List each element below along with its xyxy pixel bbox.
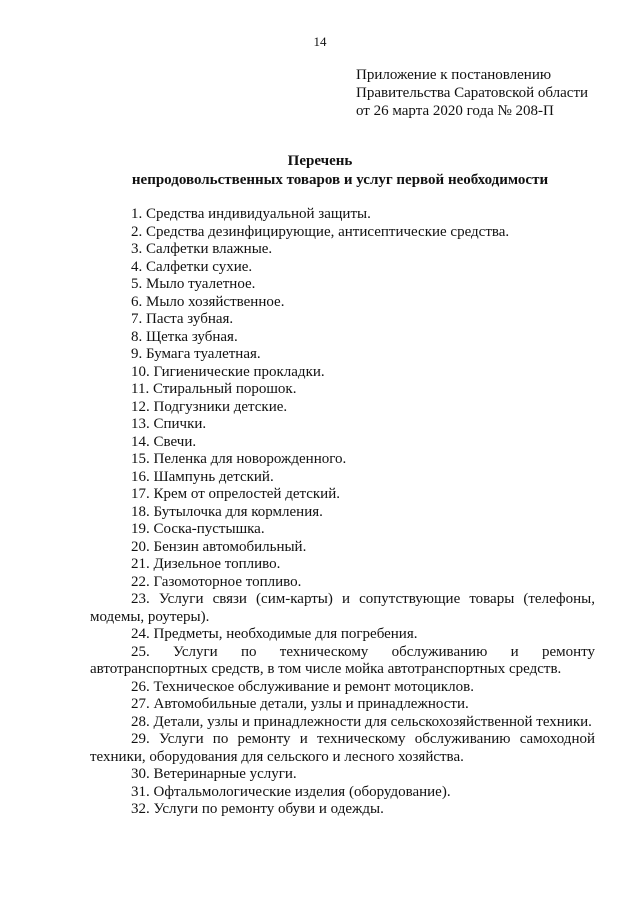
list-item: 15. Пеленка для новорожденного. bbox=[131, 451, 347, 467]
page-number: 14 bbox=[313, 34, 327, 49]
list-item: 12. Подгузники детские. bbox=[131, 398, 288, 415]
list-item: 17. Крем от опрелостей детский. bbox=[131, 486, 340, 502]
list-item: 24. Предметы, необходимые для погребения. bbox=[131, 626, 418, 642]
title-line-1: Перечень bbox=[287, 153, 353, 169]
appendix-line-1: Приложение к постановлению bbox=[356, 67, 552, 83]
list-item: 7. Паста зубная. bbox=[131, 311, 234, 327]
list-item: 28. Детали, узлы и принадлежности для сельскохозяйственной техники. bbox=[131, 713, 592, 730]
list-item: 20. Бензин автомобильный. bbox=[131, 538, 307, 555]
list-item: 5. Мыло туалетное. bbox=[131, 276, 256, 292]
appendix-header bbox=[356, 66, 588, 120]
appendix-line-3: от 26 марта 2020 года № 208-П bbox=[356, 103, 554, 119]
list-item: 21. Дизельное топливо. bbox=[131, 556, 281, 572]
list-item: 11. Стиральный порошок. bbox=[131, 381, 297, 397]
list-item: 6. Мыло хозяйственное. bbox=[131, 293, 285, 310]
list-item: 3. Салфетки влажные. bbox=[131, 241, 273, 257]
list-item: 2. Средства дезинфицирующие, антисептические средства. bbox=[131, 223, 510, 240]
list-item: 1. Средства индивидуальной защиты. bbox=[131, 206, 371, 222]
document-title bbox=[0, 152, 640, 190]
goods-services-list bbox=[90, 206, 595, 819]
list-item: 16. Шампунь детский. bbox=[131, 468, 274, 485]
list-item: 27. Автомобильные детали, узлы и принадлежности. bbox=[131, 696, 469, 712]
list-item: 22. Газомоторное топливо. bbox=[131, 573, 302, 590]
appendix-line-2: Правительства Саратовской области bbox=[356, 85, 589, 101]
list-item: 4. Салфетки сухие. bbox=[131, 258, 253, 275]
list-item: 31. Офтальмологические изделия (оборудование). bbox=[131, 783, 451, 800]
list-item: 9. Бумага туалетная. bbox=[131, 346, 261, 362]
list-item: 19. Соска-пустышка. bbox=[131, 521, 265, 537]
list-item: 26. Техническое обслуживание и ремонт мотоциклов. bbox=[131, 678, 475, 695]
list-item: 23. Услуги связи (сим-карты) и сопутствующие товары (телефоны, модемы, роутеры). bbox=[90, 591, 595, 625]
list-item: 29. Услуги по ремонту и техническому обслуживанию самоходной техники, оборудования для сельского и лесного хозяйства. bbox=[90, 731, 595, 765]
list-item: 25. Услуги по техническому обслуживанию и ремонту автотранспортных средств, в том числе мойка автотранспортных средств. bbox=[90, 643, 595, 677]
list-item: 30. Ветеринарные услуги. bbox=[131, 766, 297, 782]
list-item: 8. Щетка зубная. bbox=[131, 328, 238, 345]
title-line-2: непродовольственных товаров и услуг первой необходимости bbox=[131, 172, 549, 188]
list-item: 18. Бутылочка для кормления. bbox=[131, 503, 323, 520]
list-item: 32. Услуги по ремонту обуви и одежды. bbox=[131, 801, 384, 817]
list-item: 14. Свечи. bbox=[131, 433, 197, 450]
list-item: 13. Спички. bbox=[131, 416, 207, 432]
list-item: 10. Гигиенические прокладки. bbox=[131, 363, 325, 380]
